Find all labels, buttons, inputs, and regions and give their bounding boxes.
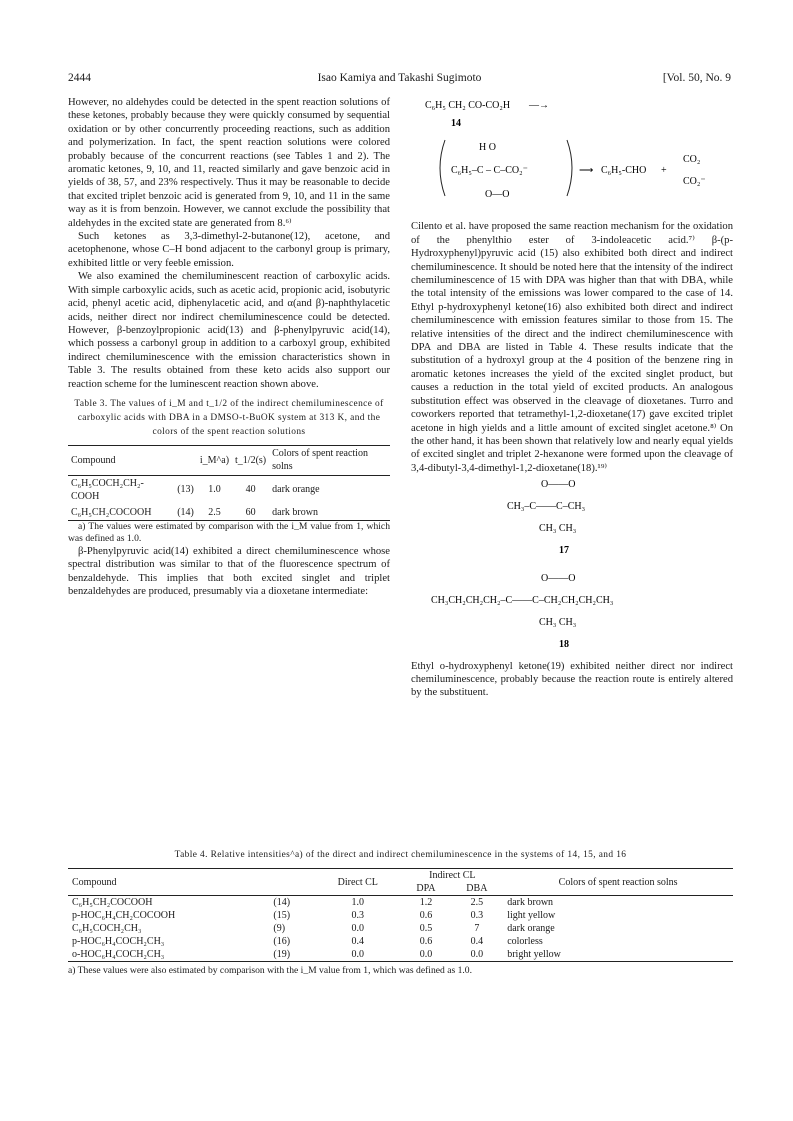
scheme-reactant-number: 14 (451, 118, 461, 129)
arrow-glyph: —→ (529, 100, 549, 111)
cell-dba: 0.4 (470, 936, 484, 947)
cell-dpa: 0.5 (419, 923, 433, 934)
cell-compound: p-HOC₆H₄COCH₂CH₃ (72, 936, 165, 947)
table-row (68, 475, 390, 504)
cell-dba: 0.0 (470, 949, 484, 960)
cell-dpa: 0.0 (419, 949, 433, 960)
cell-dba: 7 (474, 923, 480, 934)
cell-direct: 0.3 (351, 910, 365, 921)
cell-compound: C₆H₅COCH₂CH₃ (72, 923, 142, 934)
cell-compound: C₆H₅COCH₂CH₂-COOH (71, 477, 144, 503)
table4-block (68, 842, 733, 985)
cell-compound: C₆H₅CH₂COCOOH (72, 897, 153, 908)
table-row (68, 505, 390, 521)
structure-17-formula: CH₃–C——C–CH₃ (507, 501, 586, 513)
atom-label: H O (479, 142, 496, 153)
bracket-left (440, 140, 445, 196)
table-header: Colors of spent reaction solns (272, 447, 368, 473)
table-4 (68, 868, 733, 962)
cell-direct: 0.0 (351, 949, 365, 960)
table-row (68, 935, 733, 948)
cell-color: colorless (507, 936, 543, 947)
cell-number: (13) (177, 484, 194, 496)
cell-number: (16) (273, 936, 291, 947)
cell-color: dark brown (272, 506, 318, 518)
cell-number: (14) (273, 897, 291, 908)
table-header: i_M^a) (199, 454, 230, 466)
co2-top: CO₂ (683, 154, 701, 165)
right-column (411, 96, 733, 700)
atom-label: CH₃ CH₃ (539, 617, 577, 629)
table-header: Compound (72, 876, 117, 888)
bracket-right (567, 140, 572, 196)
table-header: DPA (416, 883, 436, 894)
dioxetane-structures (411, 475, 733, 655)
cell-compound: o-HOC₆H₄COCH₂CH₃ (72, 949, 165, 960)
table-header: Colors of spent reaction solns (558, 876, 678, 888)
plus-glyph: + (661, 165, 667, 176)
table-row (68, 909, 733, 922)
structure-18-label: 18 (559, 639, 569, 651)
cell-color: dark orange (272, 484, 320, 496)
cell-im: 2.5 (208, 506, 221, 518)
co2-bottom: CO₂⁻ (683, 176, 706, 187)
cell-dpa: 0.6 (419, 936, 433, 947)
atom-label: O——O (541, 479, 576, 491)
cell-direct: 0.4 (351, 936, 365, 947)
intermediate-formula: C₆H₅–C – C–CO₂⁻ (451, 165, 528, 176)
table-row (68, 896, 733, 910)
scheme-reactant: C₆H₅ CH₂ CO-CO₂H (425, 100, 511, 111)
table-header: Compound (71, 454, 116, 466)
cell-color: dark orange (507, 923, 555, 934)
paragraph: However, no aldehydes could be detected in the spent reaction solutions of these ketones, probably because they were quickly consumed by sequential oxidation or by other concurrently proceeding reactions, such as addition and polymerization. In fact, the spent reaction solutions were colored probably because of the concurrent reactions (see Tables 1 and 2). The aromatic ketones, 9, 10, and 11, reacted similarly and gave benzoic acid in yields of 38, 57, and 23% respectively. Thus it may be reasonable to decide that excited triplet benzoic acid is generated from 9, 10, and 11 in the same way as it is from benzoin. However, we cannot exclude the possibility that aldehydes in the excited state are generated from 8.⁶⁾ (68, 97, 390, 229)
cell-compound: C₆H₅CH₂COCOOH (71, 506, 152, 518)
table-row (68, 948, 733, 962)
cell-im: 1.0 (208, 484, 221, 496)
table-row (68, 922, 733, 935)
cell-color: light yellow (507, 910, 556, 921)
table3-footnote: a) The values were estimated by comparison with the i_M value from 1, which was defined as 1.0. (68, 520, 390, 544)
cell-color: dark brown (507, 897, 554, 908)
page-number: 2444 (68, 72, 91, 84)
table-header (174, 445, 197, 475)
atom-label: O——O (541, 573, 576, 585)
cell-compound: p-HOC₆H₄CH₂COCOOH (72, 910, 176, 921)
table-header: Direct CL (337, 876, 378, 888)
table-header: t_1/2(s) (235, 454, 267, 466)
left-column (68, 96, 390, 599)
running-authors: Isao Kamiya and Takashi Sugimoto (317, 72, 482, 84)
structure-18-formula: CH₃CH₂CH₂CH₂–C——C–CH₂CH₂CH₂CH₃ (431, 595, 614, 607)
volume-info: [Vol. 50, No. 9 (662, 72, 731, 84)
table-header: DBA (466, 883, 488, 894)
paragraph: β-Phenylpyruvic acid(14) exhibited a direct chemiluminescence whose spectral distribution was similar to that of the fluorescence spectrum of benzaldehyde. This implies that both excited singlet and triplet benzaldehydes are produced, presumably via a dioxetane intermediate: (68, 545, 390, 598)
atom-label: O—O (485, 189, 510, 200)
cell-number: (9) (273, 923, 286, 934)
cell-direct: 1.0 (351, 897, 365, 908)
table3-caption: Table 3. The values of i_M and t_1/2 of the indirect chemiluminescence of carboxylic acids with DBA in a DMSO-t-BuOK system at 313 K, and the colors of the spent reaction solutions (74, 398, 384, 437)
cell-dba: 2.5 (470, 897, 484, 908)
paragraph: Such ketones as 3,3-dimethyl-2-butanone(12), acetone, and acetophenone, whose C–H bond adjacent to the carbonyl group is primary, exhibited little or very feeble emission. (68, 231, 390, 269)
cell-number: (14) (177, 506, 194, 518)
cell-dba: 0.3 (470, 910, 484, 921)
running-header (68, 72, 731, 88)
table-3 (68, 445, 390, 521)
table-header: Indirect CL (429, 870, 476, 881)
table4-caption: Table 4. Relative intensities^a) of the direct and indirect chemiluminescence in the systems of 14, 15, and 16 (174, 850, 627, 860)
blank-header (269, 869, 314, 896)
cell-thalf: 60 (245, 506, 256, 518)
cell-thalf: 40 (245, 484, 256, 496)
table4-footnote: a) These values were also estimated by comparison with the i_M value from 1, which was defined as 1.0. (68, 965, 472, 976)
scheme-product: C₆H₅-CHO (601, 165, 647, 176)
structure-17-label: 17 (559, 545, 569, 557)
paragraph: We also examined the chemiluminescent reaction of carboxylic acids. With simple carboxylic acids, such as acetic acid, propionic acid, isobutyric acid, phenyl acetic acid, diphenylacetic acid, and α(and β)-naphthylacetic acids, neither direct nor indirect chemiluminescence could be detected. However, β-benzoylpropionic acid(13) and β-phenylpyruvic acid(14), which possess a carbonyl group in addition to a carboxyl group, exhibited indirect chemiluminescence with the emission characteristics shown in Table 3. The results obtained from these keto acids also support our reaction scheme for the luminescent reaction shown above. (68, 271, 390, 390)
paragraph: Cilento et al. have proposed the same reaction mechanism for the oxidation of the phenylthio ester of 3-indoleacetic acid.⁷⁾ β-(p-Hydroxyphenyl)pyruvic acid (15) also exhibited both direct and indirect chemiluminescence. It should be noted here that the intensity of the indirect chemiluminescence of 15 with DPA was higher than that with DBA, while the total intensity of the emissions was lower compared to the case of 14. Ethyl p-hydroxyphenyl ketone(16) also exhibited both direct and indirect chemiluminescence with emission features similar to those from 15. The relative intensities of the direct and the indirect chemiluminescence with DPA and DBA are listed in Table 4. These results indicate that the substitution of a hydroxyl group at the 4 position of the benzene ring in aromatic ketones increases the yield of the excited singlet product, but causes a reduction in the total yield of excited products. An analogous substitution effect was observed in the cleavage of dioxetanes. Turro and coworkers reported that tetramethyl-1,2-dioxetane(17) gave excited triplet acetone in high yields and a little amount of excited singlet acetone.⁸⁾ On the other hand, it has been shown that relatively low and nearly equal yields of excited singlet and triplet 2-hexanone were formed upon the cleavage of 3,4-dibutyl-3,4-dimethyl-1,2-dioxetane(18).¹⁹⁾ (411, 221, 733, 474)
reaction-scheme (411, 96, 733, 216)
cell-dpa: 1.2 (419, 897, 433, 908)
paragraph: Ethyl o-hydroxyphenyl ketone(19) exhibited neither direct nor indirect chemiluminescence, probably because the reaction route is entirely altered by the substituent. (411, 660, 733, 699)
atom-label: CH₃ CH₃ (539, 523, 577, 535)
cell-color: bright yellow (507, 949, 561, 960)
cell-number: (19) (273, 949, 291, 960)
cell-dpa: 0.6 (419, 910, 433, 921)
cell-number: (15) (273, 910, 291, 921)
cell-direct: 0.0 (351, 923, 365, 934)
arrow-glyph: ⟶ (579, 165, 594, 176)
